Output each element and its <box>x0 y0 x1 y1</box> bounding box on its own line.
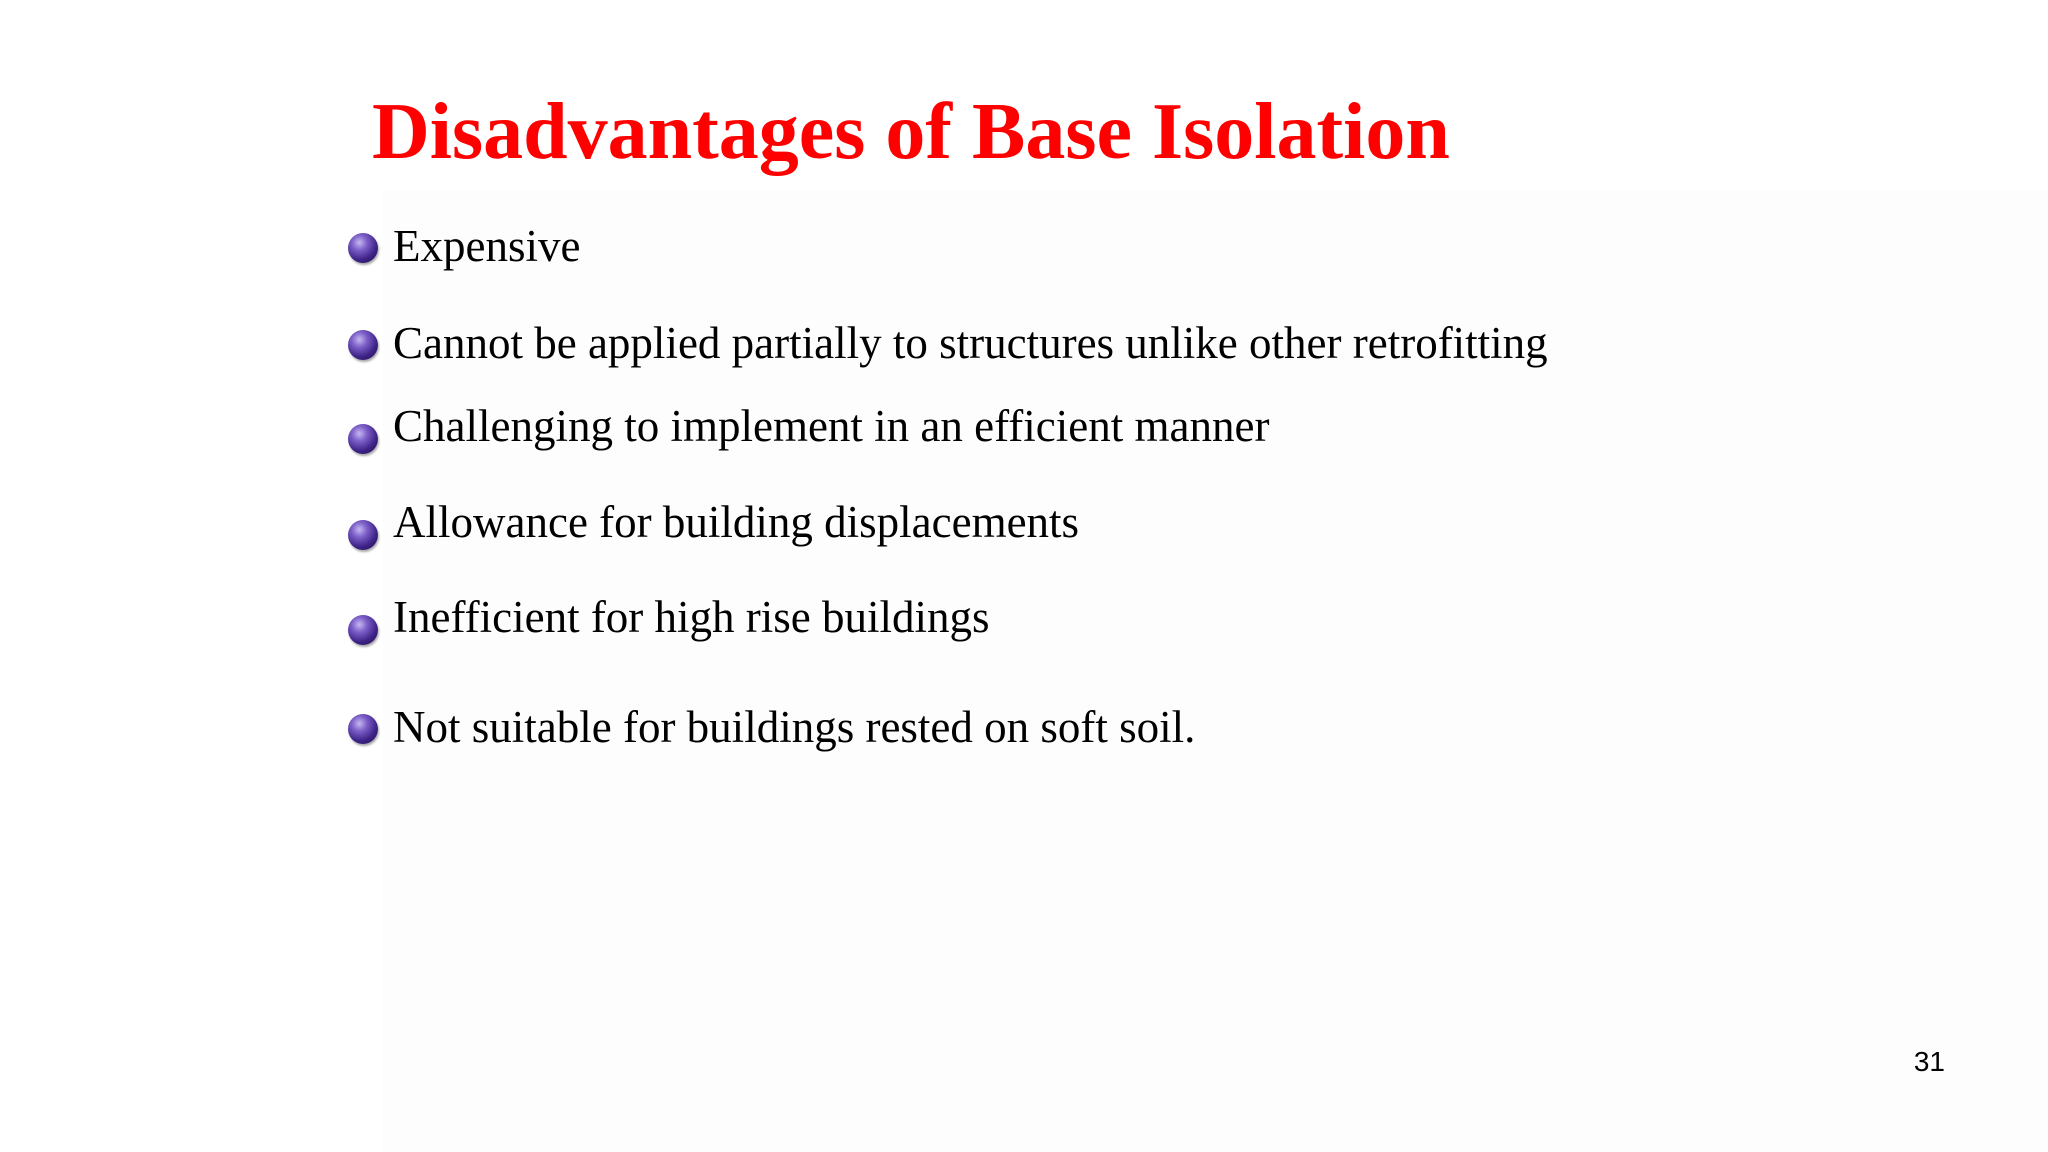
page-number: 31 <box>1913 1046 1945 1077</box>
bullet-text: Cannot be applied partially to structures unlike other retrofitting <box>393 318 1548 368</box>
bullet-icon <box>348 424 378 454</box>
bullet-text: Inefficient for high rise buildings <box>393 592 990 642</box>
slide-title: Disadvantages of Base Isolation <box>372 88 1450 176</box>
bullet-text: Allowance for building displacements <box>393 497 1080 547</box>
bullet-text: Expensive <box>393 221 581 271</box>
bullet-text: Challenging to implement in an efficient manner <box>393 401 1270 451</box>
bullet-icon <box>348 330 378 360</box>
bullet-icon <box>348 520 378 550</box>
bullet-icon <box>348 233 378 263</box>
bullet-icon <box>348 714 378 744</box>
bullet-text: Not suitable for buildings rested on soft soil. <box>393 702 1196 752</box>
bullet-icon <box>348 615 378 645</box>
